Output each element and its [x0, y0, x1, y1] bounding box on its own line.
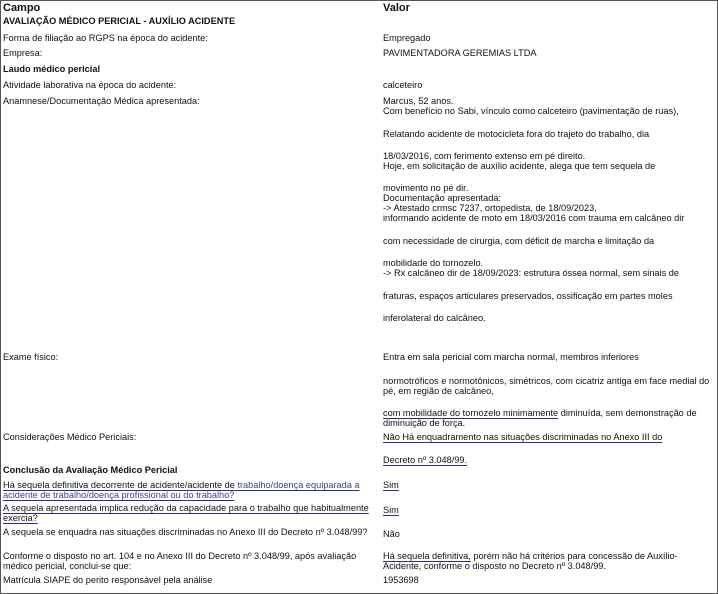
q2-value: Sim [383, 505, 399, 515]
anamnese-line: Hoje, em solicitação de auxílio acidente, alega que tem sequela de [383, 161, 656, 171]
anamnese-label: Anamnese/Documentação Médica apresentada: [3, 96, 200, 106]
anamnese-line: 18/03/2016, com ferimento extenso em pé direito. [383, 151, 586, 161]
exame-line: Entra em sala pericial com marcha normal, membros inferiores [383, 352, 639, 362]
anamnese-line: inferolateral do calcâneo. [383, 313, 486, 323]
anamnese-line: movimento no pé dir. [383, 183, 469, 193]
q1-label-line: acidente de trabalho/doença profissional ou do trabalho? [3, 490, 235, 500]
q1-label-part: trabalho/doença equiparada a [234, 480, 360, 490]
consideracoes-line: Não Há enquadramento nas situações discriminadas no Anexo III do [383, 432, 663, 442]
q3-value: Não [383, 529, 400, 539]
empresa-label: Empresa: [3, 48, 43, 58]
forma-filiacao-value: Empregado [383, 33, 431, 43]
q4-label-line: médico pericial, conclui-se que: [3, 561, 132, 571]
matricula-value: 1953698 [383, 575, 419, 585]
anamnese-line: Marcus, 52 anos. [383, 96, 454, 106]
anamnese-line: -> Atestado crmsc 7237, ortopedista, de 18/09/2023, [383, 203, 597, 213]
section-title-avaliacao: AVALIAÇÃO MÉDICO PERICIAL - AUXÍLIO ACIDENTE [3, 16, 236, 26]
exame-line-rest: diminuída, sem demonstração de [558, 408, 697, 418]
anamnese-line: Relatando acidente de motocicleta fora do trajeto do trabalho, dia [383, 129, 650, 139]
consideracoes-line: Decreto nº 3.048/99. [383, 455, 468, 465]
atividade-label: Atividade laborativa na época do acidente: [3, 80, 177, 90]
q4-label-line: Conforme o disposto no art. 104 e no Anexo III do Decreto nº 3.048/99, após avaliação [3, 551, 357, 561]
column-header-campo: Campo [3, 2, 41, 14]
anamnese-line: com necessidade de cirurgia, com déficit de marcha e limitação da [383, 236, 655, 246]
empresa-value: PAVIMENTADORA GEREMIAS LTDA [383, 48, 537, 58]
anamnese-line: Documentação apresentada: [383, 193, 501, 203]
q1-label-part: Há sequela definitiva decorrente de acidente/acidente de [3, 480, 235, 490]
anamnese-line: fraturas, espaços articulares preservados, ossificação em partes moles [383, 291, 673, 301]
exame-line: pé, em região de calcâneo, [383, 386, 494, 396]
q1-value: Sim [383, 480, 399, 490]
q3-label: A sequela se enquadra nas situações discriminadas no Anexo III do Decreto nº 3.048/99? [3, 527, 368, 537]
exame-highlight-mobilidade: com mobilidade do tornozelo minimamente [383, 408, 559, 418]
q4-value-rest: porém não há critérios para concessão de Auxílio- [470, 551, 678, 561]
q4-value-line: Acidente, conforme o disposto no Decreto nº 3.048/99. [383, 561, 606, 571]
section-title-laudo: Laudo médico pericial [3, 64, 101, 74]
q2-label-line: exercia? [3, 513, 38, 523]
q4-value-highlight: Há sequela definitiva, [383, 551, 471, 561]
q2-label-line: A sequela apresentada implica redução da capacidade para o trabalho que habitualmente [3, 503, 369, 513]
exame-line: diminuição de força. [383, 418, 466, 428]
anamnese-line: mobilidade do tornozelo. [383, 258, 484, 268]
matricula-label: Matrícula SIAPE do perito responsável pela análise [3, 575, 213, 585]
atividade-value: calceteiro [383, 80, 423, 90]
anamnese-line: Com benefício no Sabi, vínculo como calceteiro (pavimentação de ruas), [383, 106, 679, 116]
column-header-valor: Valor [383, 2, 410, 14]
section-title-conclusao: Conclusão da Avaliação Médico Pericial [3, 465, 178, 475]
consideracoes-label: Considerações Médico Periciais: [3, 432, 137, 442]
exame-line: normotróficos e normotônicos, simétricos, com cicatriz antiga em face medial do [383, 376, 710, 386]
forma-filiacao-label: Forma de filiação ao RGPS na época do acidente: [3, 33, 208, 43]
exame-fisico-label: Exame físico: [3, 352, 59, 362]
anamnese-line: -> Rx calcâneo dir de 18/09/2023: estrutura óssea normal, sem sinais de [383, 268, 679, 278]
anamnese-line: informando acidente de moto em 18/03/2016 com trauma em calcâneo dir [383, 213, 685, 223]
